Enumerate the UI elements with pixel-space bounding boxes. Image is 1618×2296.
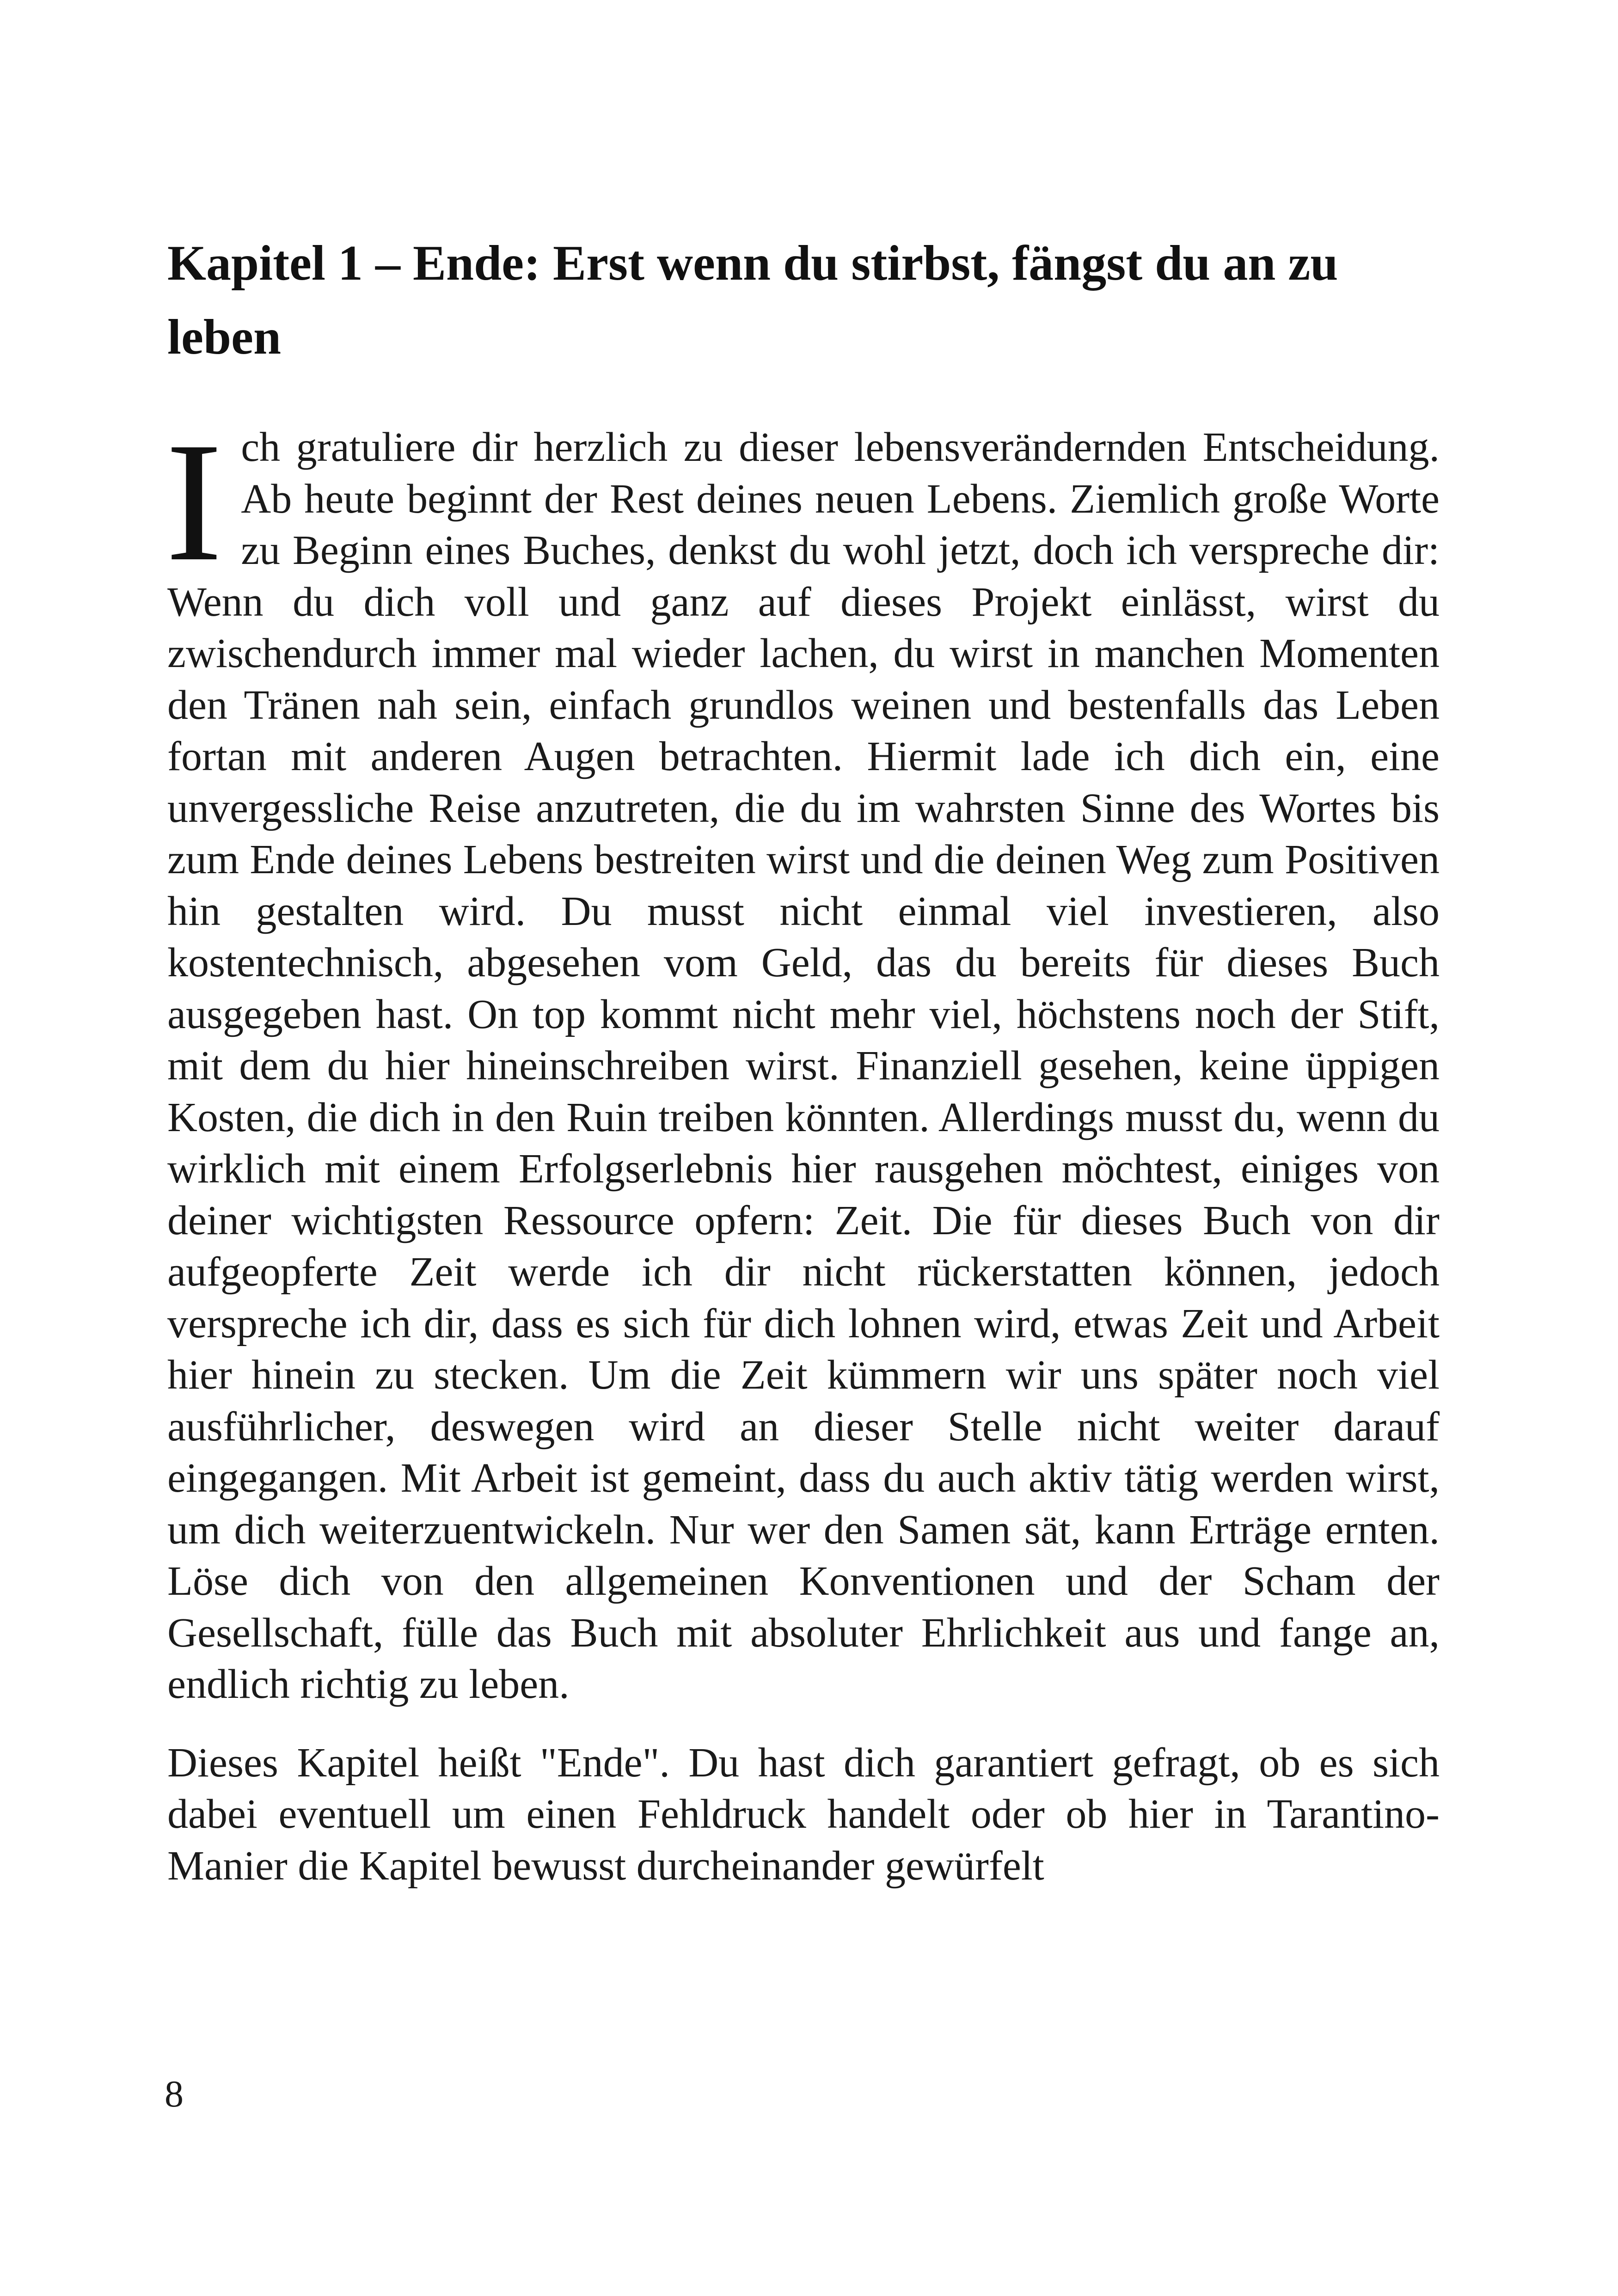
drop-cap: I — [165, 407, 223, 597]
paragraph-second: Dieses Kapitel heißt "Ende". Du hast dich garantiert gefragt, ob es sich dabei eventuell um einen Fehldruck handelt oder ob hier in Tarantino-Manier die Kapitel bewusst durcheinander gewürfelt — [167, 1739, 1440, 1889]
paragraph-first — [165, 407, 1440, 1710]
paragraph-first-text: ch gratuliere dir herzlich zu dieser lebensverändernden Entscheidung. Ab heute beginnt der Rest deines neuen Lebens. Ziemlich große Worte zu Beginn eines Buches, denkst du wohl jetzt, doch ich verspreche dir: Wenn du dich voll und ganz auf dieses Projekt einlässt, wirst du zwischendurch immer mal wieder lachen, du wirst in manchen Momenten den Tränen nah sein, einfach grundlos weinen und bestenfalls das Leben fortan mit anderen Augen betrachten. Hiermit lade ich dich ein, eine unvergessliche Reise anzutreten, die du im wahrsten Sinne des Wortes bis zum Ende deines Lebens bestreiten wirst und die deinen Weg zum Positiven hin gestalten wird. Du musst nicht einmal viel investieren, also kostentechnisch, abgesehen vom Geld, das du bereits für dieses Buch ausgegeben hast. On top kommt nicht mehr viel, höchstens noch der Stift, mit dem du hier hineinschreiben wirst. Finanziell gesehen, keine üppigen Kosten, die dich in den Ruin treiben könnten. Allerdings musst du, wenn du wirklich mit einem Erfolgserlebnis hier rausgehen möchtest, einiges von deiner wichtigsten Ressource opfern: Zeit. Die für dieses Buch von dir aufgeopferte Zeit werde ich dir nicht rückerstatten können, jedoch verspreche ich dir, dass es sich für dich lohnen wird, etwas Zeit und Arbeit hier hinein zu stecken. Um die Zeit kümmern wir uns später noch viel ausführlicher, deswegen wird an dieser Stelle nicht weiter darauf eingegangen. Mit Arbeit ist gemeint, dass du auch aktiv tätig werden wirst, um dich weiterzuentwickeln. Nur wer den Samen sät, kann Erträge ernten. Löse dich von den allgemeinen Konventionen und der Scham der Gesellschaft, fülle das Buch mit absoluter Ehrlichkeit aus und fange an, endlich richtig zu leben. — [167, 424, 1440, 1707]
chapter-heading: Kapitel 1 – Ende: Erst wenn du stirbst, fängst du an zu leben — [167, 236, 1338, 365]
page-number: 8 — [165, 2073, 184, 2115]
body-text — [165, 407, 1440, 1892]
